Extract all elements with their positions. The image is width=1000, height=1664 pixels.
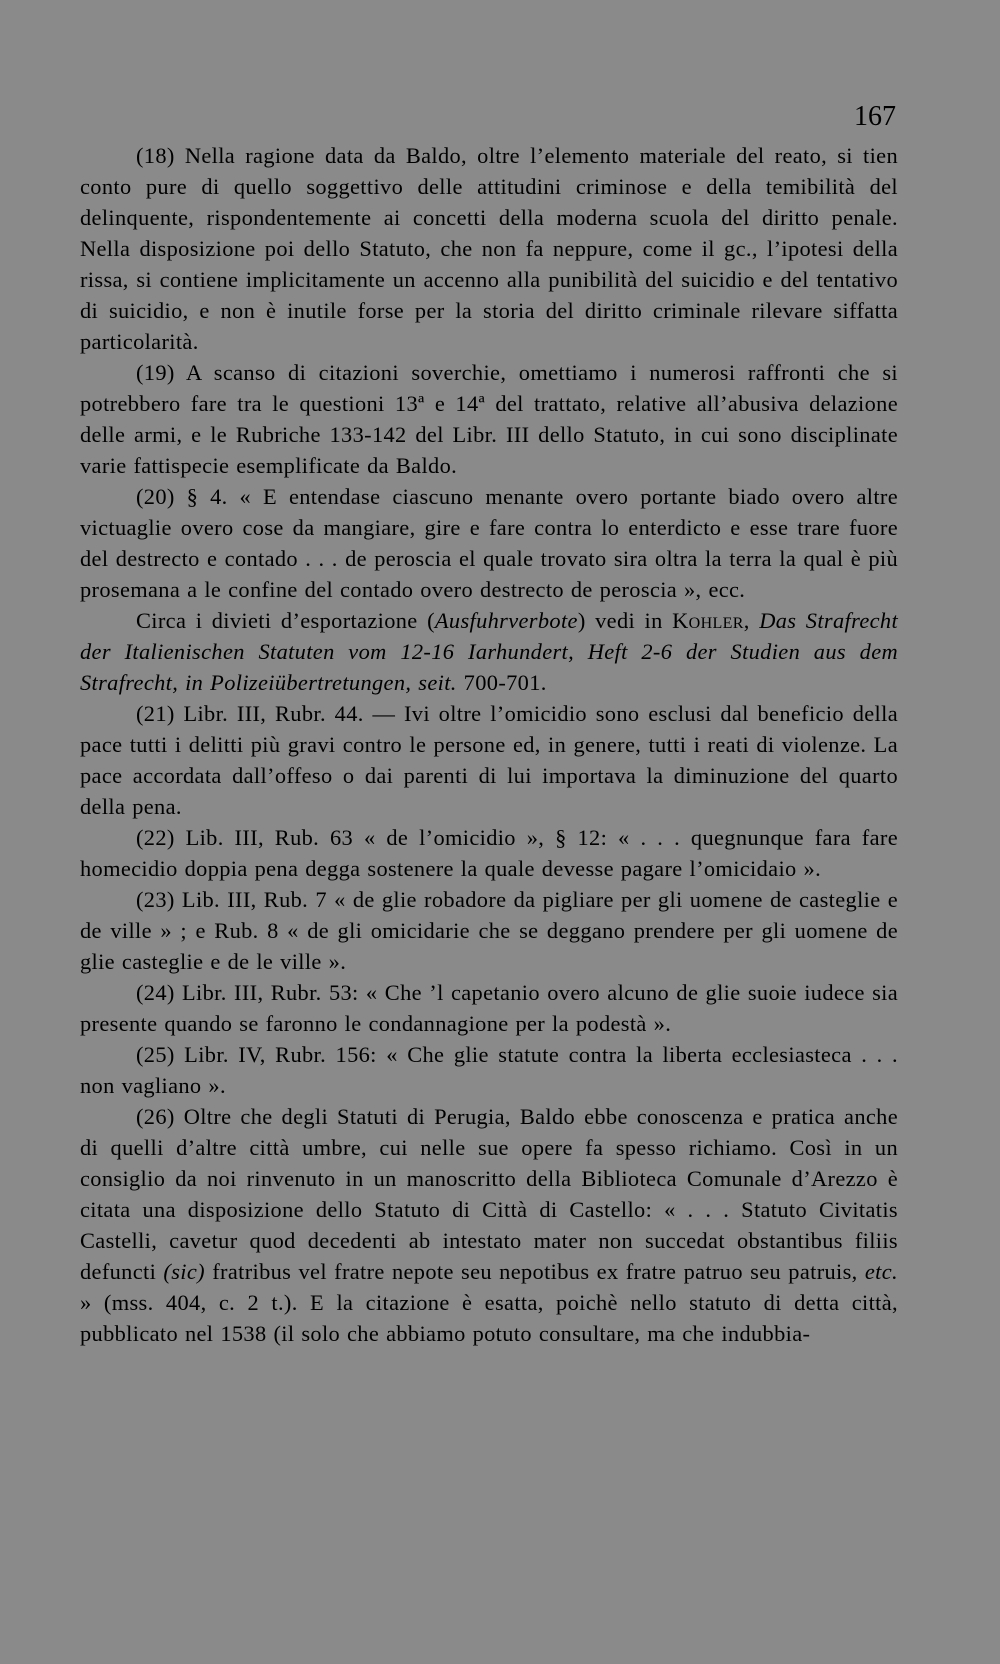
footnotes-block: [80, 140, 898, 1349]
footnote-20-bibliography: [80, 605, 898, 698]
footnote-19: (19) A scanso di citazioni soverchie, omettiamo i numerosi raffronti che si potrebbero fare tra le questioni 13ª e 14ª del trattato, relative all’abusiva delazione delle armi, e le Rubriche 133-142 del Libr. III dello Statuto, in cui sono disciplinate varie fattispecie esemplificate da Baldo.: [80, 360, 898, 478]
footnote-24: (24) Libr. III, Rubr. 53: « Che ’l capetanio overo alcuno de glie suoie iudece sia presente quando se faronno le condannagione per la podestà ».: [80, 980, 898, 1036]
footnote-22: (22) Lib. III, Rub. 63 « de l’omicidio », § 12: « . . . quegnunque fara fare homecidio doppia pena degga sostenere la quale devesse pagare l’omicidaio ».: [80, 825, 898, 881]
bibliography-pages: 700-701.: [456, 670, 547, 695]
footnote-26-text-start: (26) Oltre che degli Statuti di Perugia, Baldo ebbe conoscenza e pratica anche di quelli d’altre città umbre, cui nelle sue opere fa spesso richiamo. Così in un consiglio da noi rinvenuto in un manoscritto della Biblioteca Comunale d’Arezzo è citata una disposizione dello Statuto di Città di Castello: « . . . Statuto Civitatis Castelli, cavetur quod decedenti ab intestato mater non succedat obstantibus filiis defuncti: [80, 1104, 898, 1284]
bibliography-mid: ) vedi in: [577, 608, 673, 633]
bibliography-term: Ausfuhrverbote: [434, 608, 578, 633]
bibliography-author: Kohler: [672, 608, 744, 633]
footnote-25: (25) Libr. IV, Rubr. 156: « Che glie statute contra la liberta ecclesiasteca . . . non vagliano ».: [80, 1042, 898, 1098]
footnote-26-text-mid: fratribus vel fratre nepote seu nepotibus ex fratre patruo seu patruis,: [204, 1259, 865, 1284]
footnote-26-text-end: » (mss. 404, c. 2 t.). E la citazione è esatta, poichè nello statuto di detta città, pubblicato nel 1538 (il solo che abbiamo potuto consultare, ma che indubbia-: [80, 1290, 898, 1346]
footnote-23: (23) Lib. III, Rub. 7 « de glie robadore da pigliare per gli uomene de casteglie e de ville » ; e Rub. 8 « de gli omicidarie che se deggano prendere per gli uomene de glie casteglie e de le ville ».: [80, 887, 898, 974]
footnote-21: (21) Libr. III, Rubr. 44. — Ivi oltre l’omicidio sono esclusi dal beneficio della pace tutti i delitti più gravi contro le persone ed, in genere, tutti i reati di violenze. La pace accordata dall’offeso o dai parenti di lui importava la diminuzione del quarto della pena.: [80, 701, 898, 819]
bibliography-comma: ,: [743, 608, 760, 633]
footnote-20: (20) § 4. « E entendase ciascuno menante overo portante biado overo altre victuaglie overo cose da mangiare, gire e fare contra lo enterdicto e esse trare fuore del destrecto e contado . . . de peroscia el quale trovato sira oltra la terra la qual è più prosemana a le confine del contado overo destrecto de peroscia », ecc.: [80, 484, 898, 602]
footnote-26-sic: (sic): [163, 1259, 205, 1284]
bibliography-title: Das Strafrecht der Italienischen Statuten vom 12-16 Iarhundert, Heft 2-6 der Studien aus dem Strafrecht, in Polizeiübertretungen, seit.: [80, 608, 899, 695]
footnote-18: (18) Nella ragione data da Baldo, oltre l’elemento materiale del reato, si tien conto pure di quello soggettivo delle attitudini criminose e della temibilità del delinquente, rispondentemente ai concetti della moderna scuola del diritto penale. Nella disposizione poi dello Statuto, che non fa neppure, come il gc., l’ipotesi della rissa, si contiene implicitamente un accenno alla punibilità del suicidio e del tentativo di suicidio, e non è inutile forse per la storia del diritto criminale rilevare siffatta particolarità.: [80, 143, 898, 354]
bibliography-intro: Circa i divieti d’esportazione (: [136, 608, 435, 633]
page-number: 167: [854, 101, 896, 132]
footnote-26-etc: etc.: [864, 1259, 898, 1284]
footnote-26: [80, 1101, 898, 1349]
